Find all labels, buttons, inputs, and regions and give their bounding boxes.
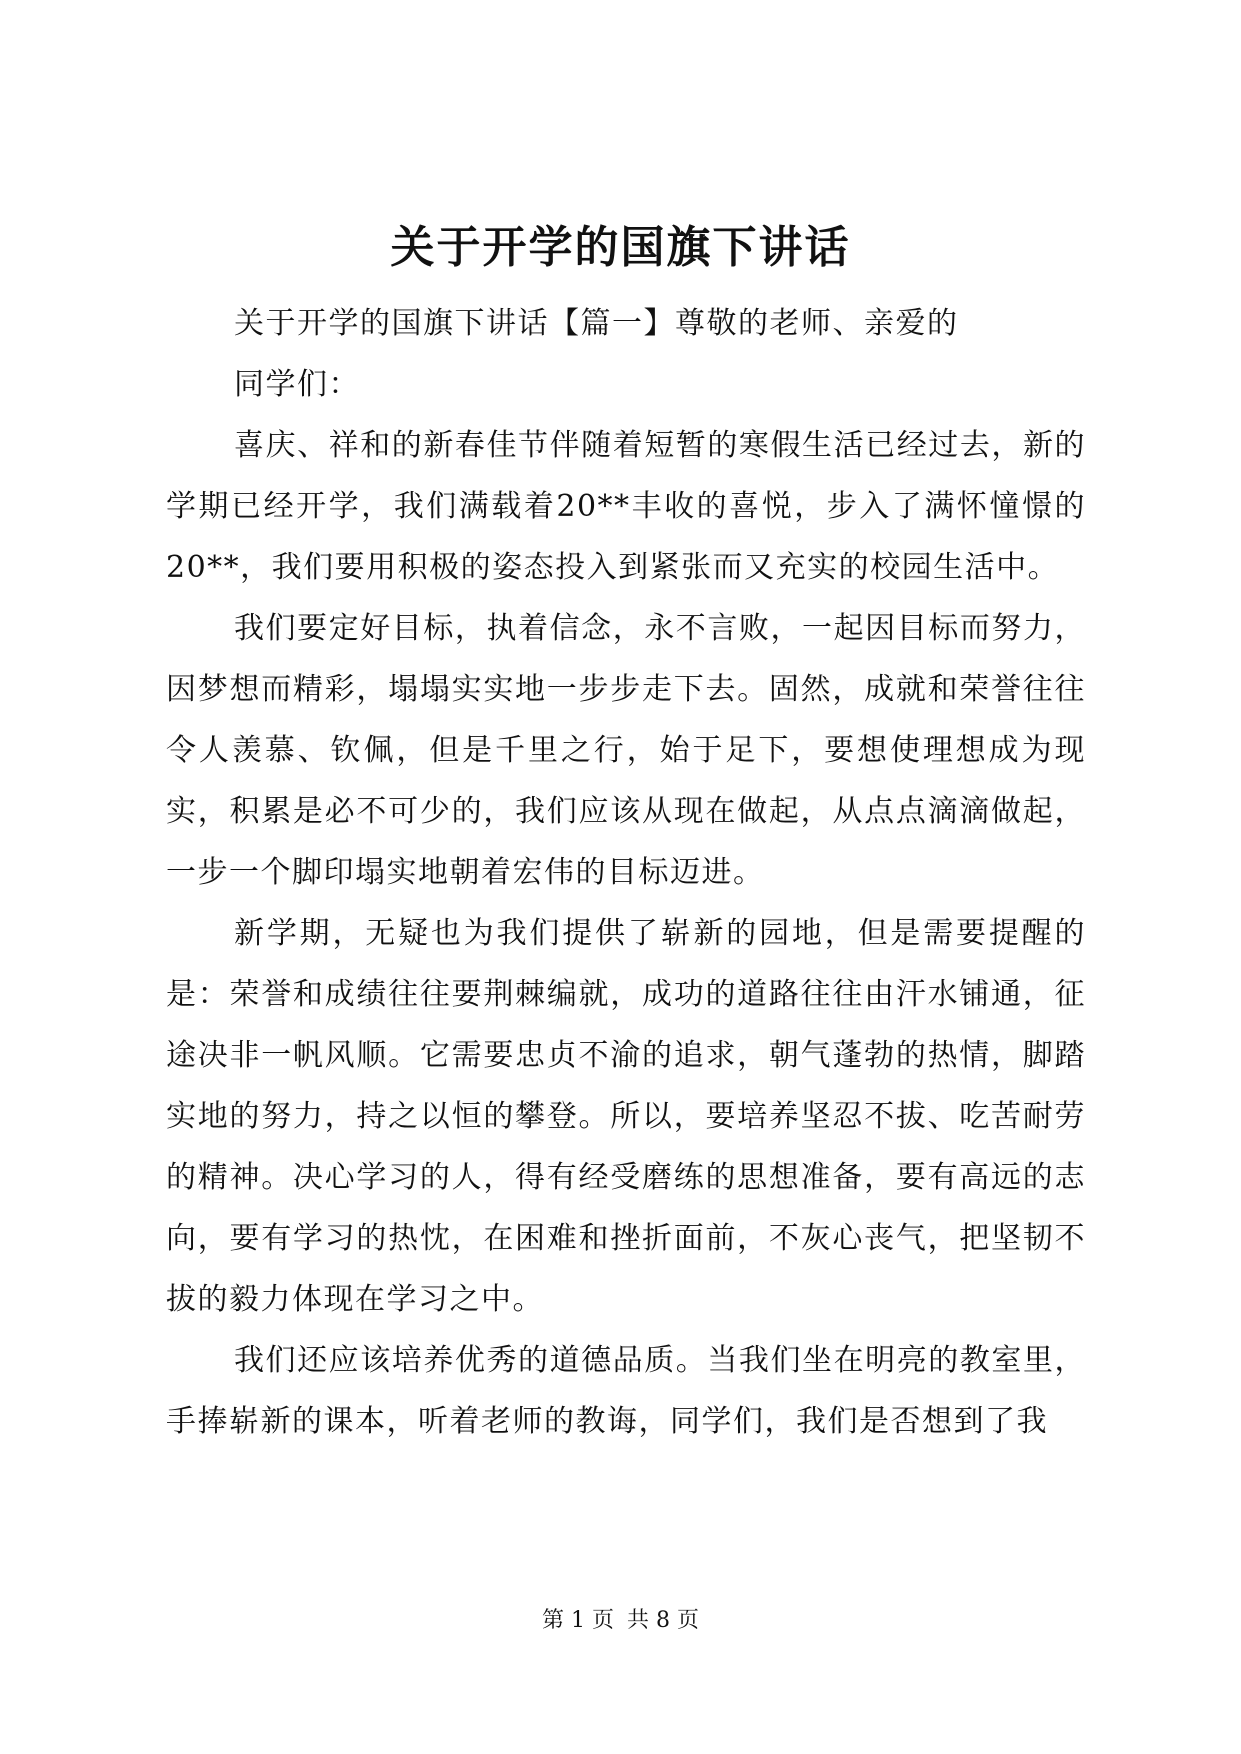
page-footer	[0, 1606, 1241, 1636]
intro-line: 关于开学的国旗下讲话【篇一】尊敬的老师、亲爱的	[234, 306, 959, 341]
document-title: 关于开学的国旗下讲话	[390, 222, 851, 273]
intro-line-continued: 同学们：	[234, 367, 360, 402]
paragraph-4: 我们还应该培养优秀的道德品质。当我们坐在明亮的教室里，手捧崭新的课本，听着老师的教诲，同学们，我们是否想到了我	[166, 1343, 1086, 1439]
total-pages: 共 8 页	[627, 1608, 699, 1633]
page-number: 第 1 页	[542, 1608, 614, 1633]
paragraph-3: 新学期，无疑也为我们提供了崭新的园地，但是需要提醒的是：荣誉和成绩往往要荆棘编就，成功的道路往往由汗水铺通，征途决非一帆风顺。它需要忠贞不渝的追求，朝气蓬勃的热情，脚踏实地的努力，持之以恒的攀登。所以，要培养坚忍不拔、吃苦耐劳的精神。决心学习的人，得有经受磨练的思想准备，要有高远的志向，要有学习的热忱，在困难和挫折面前，不灰心丧气，把坚韧不拔的毅力体现在学习之中。	[166, 916, 1086, 1317]
document-body	[166, 293, 1086, 1452]
paragraph-1: 喜庆、祥和的新春佳节伴随着短暂的寒假生活已经过去，新的学期已经开学，我们满载着20**丰收的喜悦，步入了满怀憧憬的20**，我们要用积极的姿态投入到紧张而又充实的校园生活中。	[166, 428, 1086, 585]
paragraph-2: 我们要定好目标，执着信念，永不言败，一起因目标而努力，因梦想而精彩，塌塌实实地一步步走下去。固然，成就和荣誉往往令人羡慕、钦佩，但是千里之行，始于足下，要想使理想成为现实，积累是必不可少的，我们应该从现在做起，从点点滴滴做起，一步一个脚印塌实地朝着宏伟的目标迈进。	[166, 611, 1086, 890]
